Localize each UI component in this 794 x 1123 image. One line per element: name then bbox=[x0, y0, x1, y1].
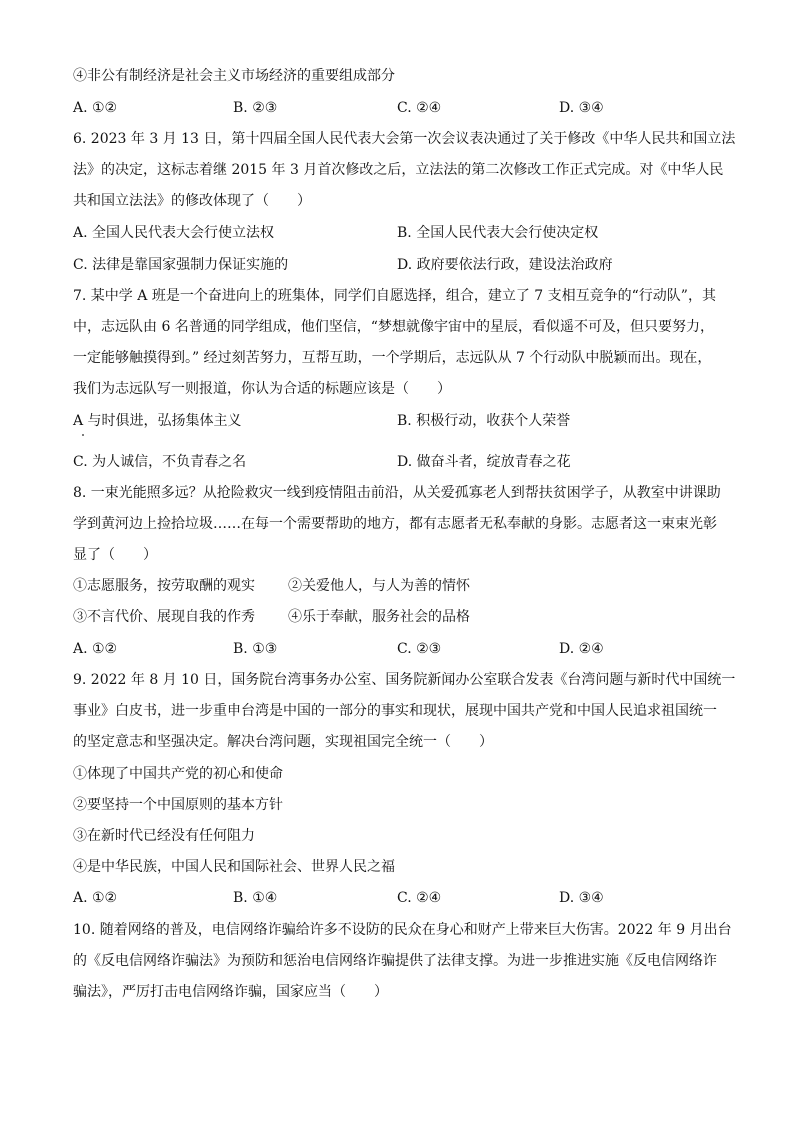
q8-statement-2: ②关爱他人，与人为善的情怀 bbox=[288, 578, 470, 594]
q8-stem-line-3: 显了（ ） bbox=[73, 547, 157, 563]
q9-statement-2: ②要坚持一个中国原则的基本方针 bbox=[73, 797, 283, 813]
q9-stem-line-2: 事业》白皮书，进一步重申台湾是中国的一部分的事实和现状，展现中国共产党和中国人民追求祖国统一 bbox=[73, 703, 717, 719]
q8-option-c: C. ②③ bbox=[397, 641, 442, 657]
q8-statement-4: ④乐于奉献，服务社会的品格 bbox=[288, 609, 470, 625]
stray-mark bbox=[82, 434, 84, 436]
q7-option-a: A 与时俱进，弘扬集体主义 bbox=[73, 413, 242, 429]
q7-option-c: C. 为人诚信，不负青春之名 bbox=[73, 454, 247, 470]
q7-stem-line-3: 一定能够触摸得到。” 经过刻苦努力，互帮互助，一个学期后，志远队从 7 个行动队中脱颖而出。现在， bbox=[73, 350, 712, 366]
q8-statement-1: ①志愿服务，按劳取酬的观实 bbox=[73, 578, 255, 594]
q8-option-b: B. ①③ bbox=[233, 641, 278, 657]
q6-stem-line-3: 共和国立法法》的修改体现了（ ） bbox=[73, 193, 311, 209]
q7-stem-line-4: 我们为志远队写一则报道，你认为合适的标题应该是（ ） bbox=[73, 381, 451, 397]
q6-stem-line-2: 法》的决定，这标志着继 2015 年 3 月首次修改之后，立法法的第二次修改工作正式完成。对《中华人民 bbox=[73, 162, 724, 178]
q6-option-b: B. 全国人民代表大会行使决定权 bbox=[397, 225, 599, 241]
q6-option-c: C. 法律是靠国家强制力保证实施的 bbox=[73, 257, 289, 273]
q8-statement-3: ③不言代价、展现自我的作秀 bbox=[73, 609, 255, 625]
q9-option-b: B. ①④ bbox=[233, 890, 278, 906]
q9-option-c: C. ②④ bbox=[397, 890, 442, 906]
q10-stem-line-2: 的《反电信网络诈骗法》为预防和惩治电信网络诈骗提供了法律支撑。为进一步推进实施《反电信网络诈 bbox=[73, 953, 717, 969]
q9-option-d: D. ③④ bbox=[559, 890, 604, 906]
q7-stem-line-2: 中，志远队由 6 名普通的同学组成，他们坚信，“梦想就像宇宙中的星辰，看似遥不可及，但只要努力， bbox=[73, 319, 714, 335]
q6-stem-line-1: 6. 2023 年 3 月 13 日，第十四届全国人民代表大会第一次会议表决通过了关于修改《中华人民共和国立法 bbox=[73, 131, 736, 147]
q8-option-a: A. ①② bbox=[73, 641, 118, 657]
q9-statement-4: ④是中华民族，中国人民和国际社会、世界人民之福 bbox=[73, 859, 395, 875]
q9-option-a: A. ①② bbox=[73, 890, 118, 906]
q6-option-d: D. 政府要依法行政，建设法治政府 bbox=[397, 257, 613, 273]
q8-stem-line-2: 学到黄河边上捡拾垃圾……在每一个需要帮助的地方，都有志愿者无私奉献的身影。志愿者这一束束光彰 bbox=[73, 516, 717, 532]
q9-stem-line-1: 9. 2022 年 8 月 10 日，国务院台湾事务办公室、国务院新闻办公室联合发表《台湾问题与新时代中国统一 bbox=[73, 672, 736, 688]
q5-option-c: C. ②④ bbox=[397, 100, 442, 116]
q10-stem-line-1: 10. 随着网络的普及，电信网络诈骗给许多不设防的民众在身心和财产上带来巨大伤害。2022 年 9 月出台 bbox=[73, 922, 732, 938]
q7-stem-line-1: 7. 某中学 A 班是一个奋进向上的班集体，同学们自愿选择，组合，建立了 7 支相互竞争的“行动队”，其 bbox=[73, 288, 716, 304]
q10-stem-line-3: 骗法》，严厉打击电信网络诈骗，国家应当（ ） bbox=[73, 984, 388, 1000]
q7-option-b: B. 积极行动，收获个人荣誉 bbox=[397, 413, 571, 429]
q9-statement-1: ①体现了中国共产党的初心和使命 bbox=[73, 766, 283, 782]
q5-option-b: B. ②③ bbox=[233, 100, 278, 116]
q5-statement-4: ④非公有制经济是社会主义市场经济的重要组成部分 bbox=[73, 68, 395, 84]
q5-option-d: D. ③④ bbox=[559, 100, 604, 116]
q5-option-a: A. ①② bbox=[73, 100, 118, 116]
q9-statement-3: ③在新时代已经没有任何阻力 bbox=[73, 828, 255, 844]
q8-stem-line-1: 8. 一束光能照多远？从抢险救灾一线到疫情阻击前沿，从关爱孤寡老人到帮扶贫困学子，从教室中讲课助 bbox=[73, 485, 721, 501]
q6-option-a: A. 全国人民代表大会行使立法权 bbox=[73, 225, 275, 241]
q7-option-d: D. 做奋斗者，绽放青春之花 bbox=[397, 454, 571, 470]
q9-stem-line-3: 的坚定意志和坚强决定。解决台湾问题，实现祖国完全统一（ ） bbox=[73, 734, 493, 750]
q8-option-d: D. ②④ bbox=[559, 641, 604, 657]
